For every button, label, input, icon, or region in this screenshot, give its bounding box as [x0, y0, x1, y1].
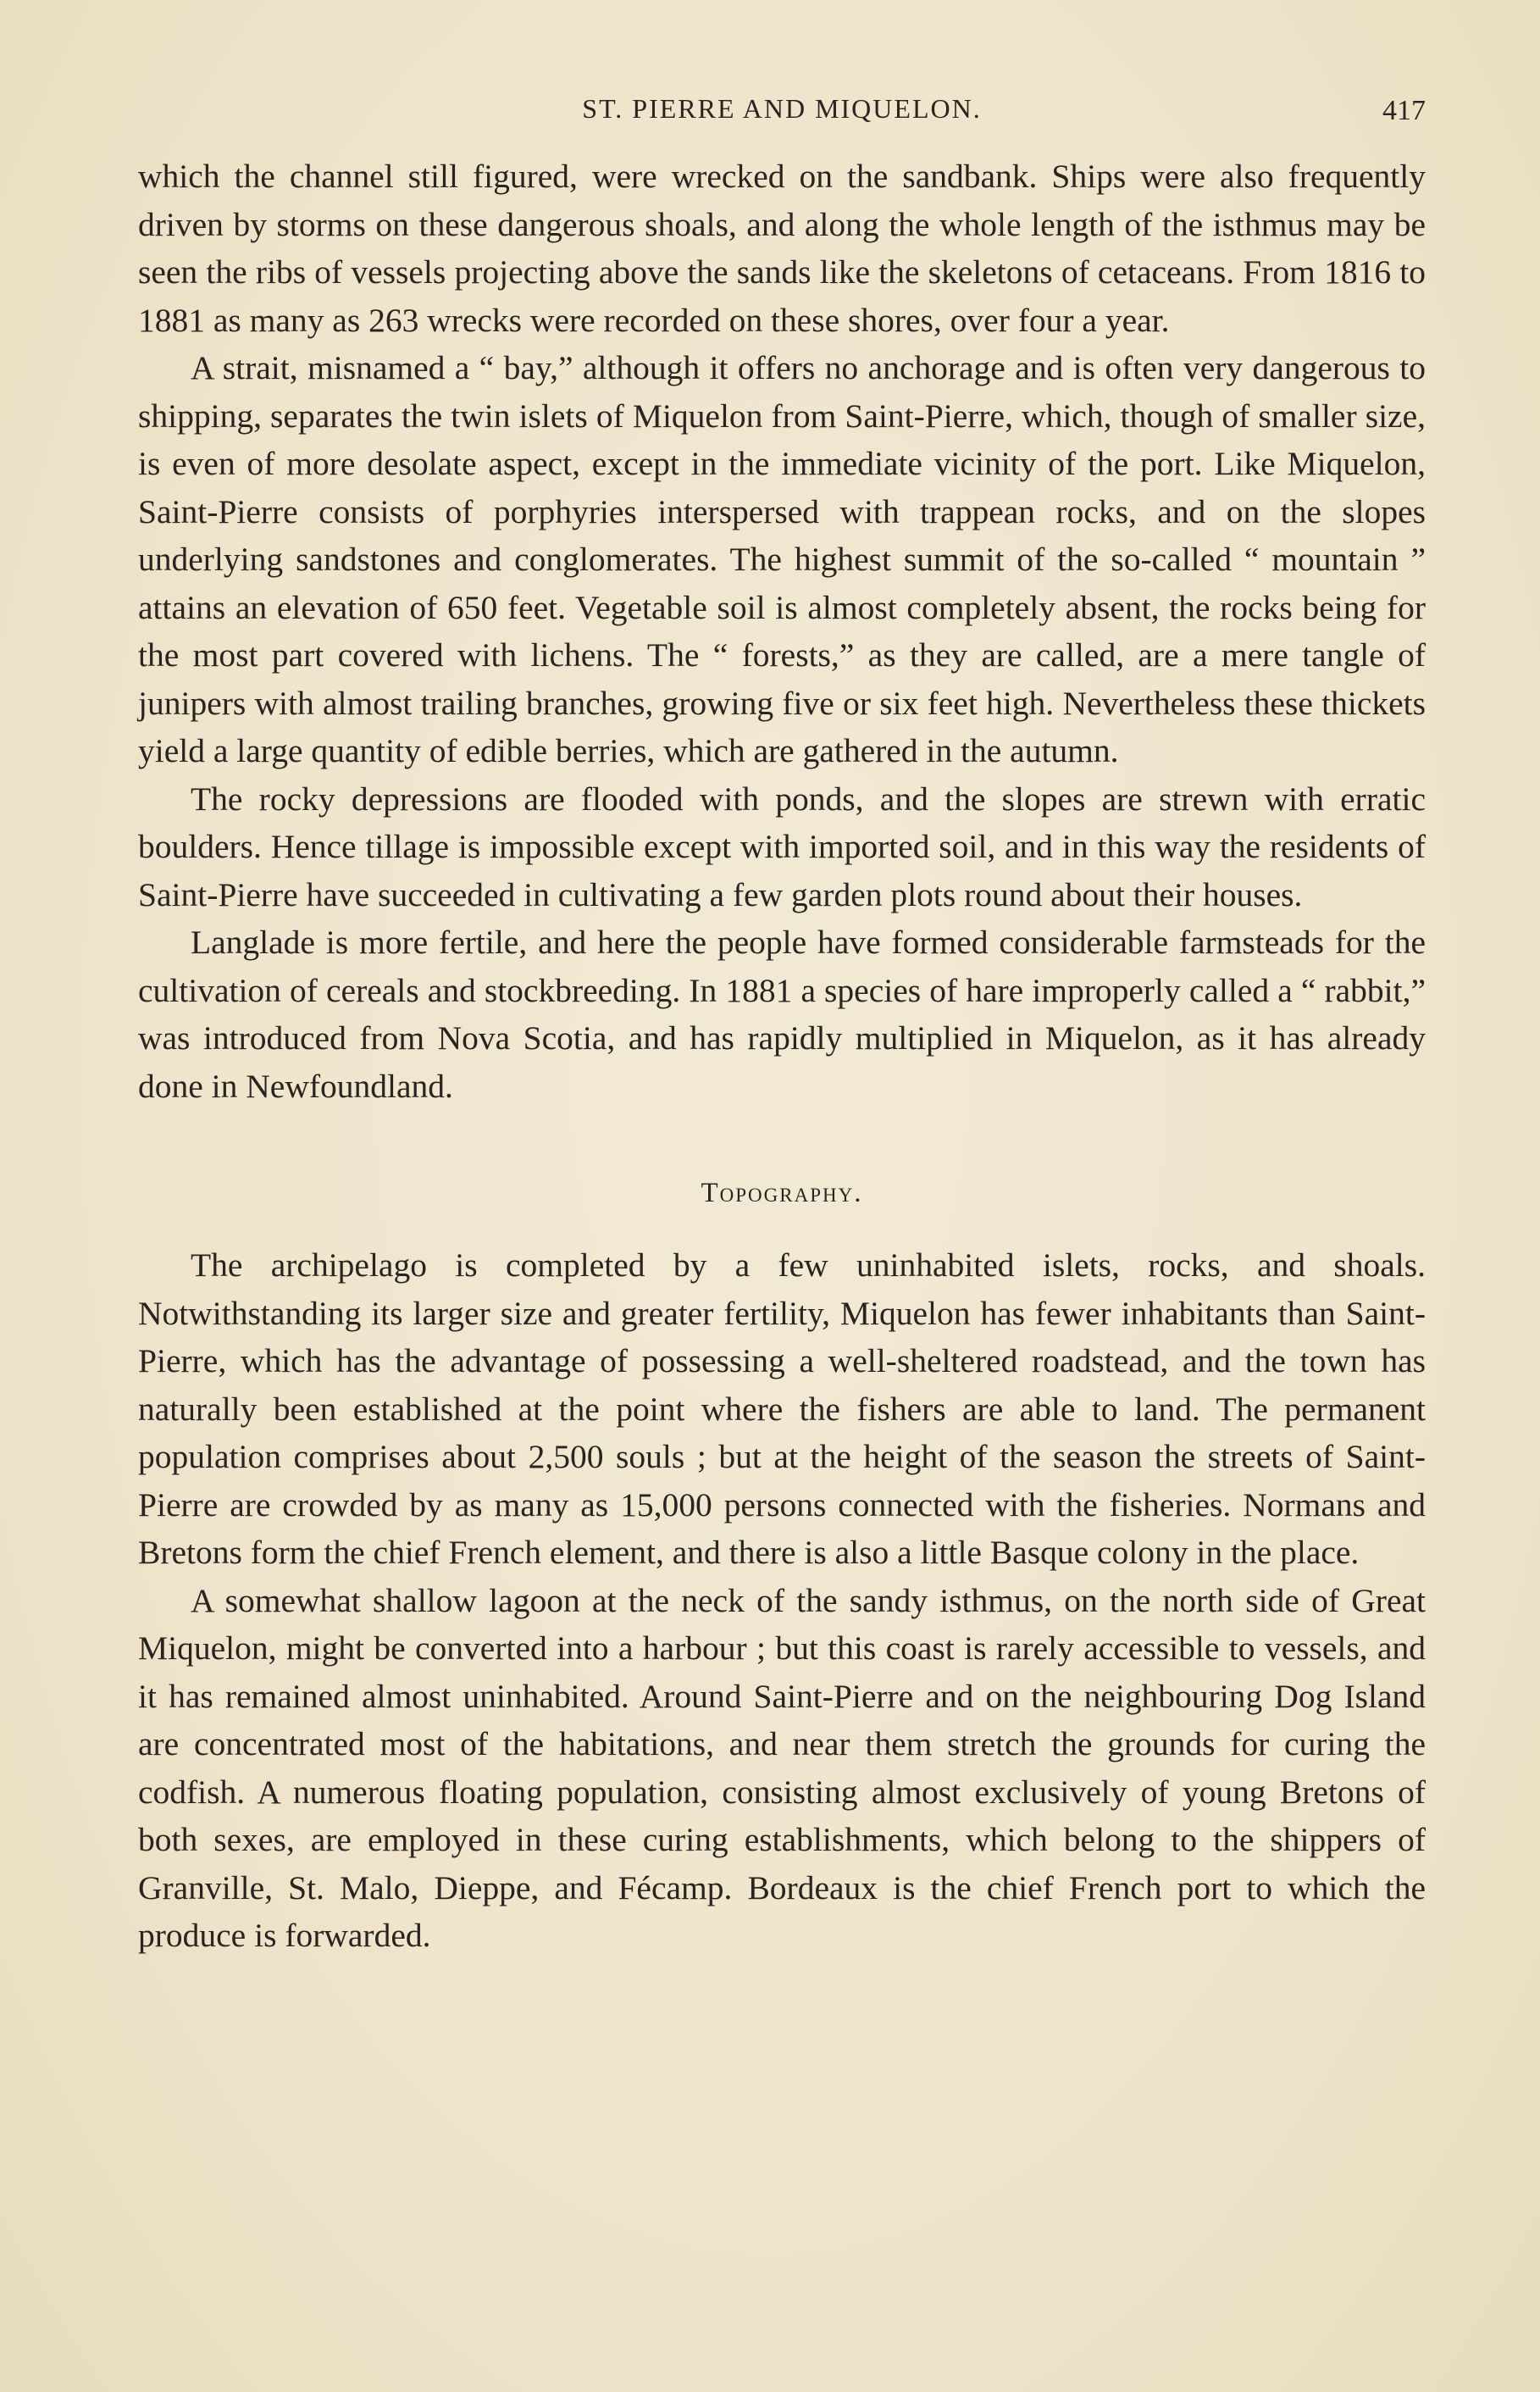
page-number: 417 [1382, 95, 1426, 126]
paragraph: A strait, misnamed a “ bay,” although it offers no anchorage and is often very dangerous to shipping, separates the twin islets of Miquelon from Saint-Pierre, which, though of smaller size, is even of more desolate aspect, except in the immediate vicinity of the port. Like Miquelon, Saint-Pierre consists of porphyries interspersed with trappean rocks, and on the slopes underlying sandstones and conglomerates. The highest summit of the so-called “ mountain ” attains an elevation of 650 feet. Vegetable soil is almost completely absent, the rocks being for the most part covered with lichens. The “ forests,” as they are called, are a mere tangle of junipers with almost trailing branches, growing five or six feet high. Nevertheless these thickets yield a large quantity of edible berries, which are gathered in the autumn. [138, 349, 1426, 769]
paragraph: The archipelago is completed by a few uninhabited islets, rocks, and shoals. Notwithstanding its larger size and greater fertility, Miquelon has fewer inhabitants than Saint-Pierre, which has the advantage of possessing a well-sheltered roadstead, and the town has naturally been established at the point where the fishers are able to land. The permanent population comprises about 2,500 souls ; but at the height of the season the streets of Saint-Pierre are crowded by as many as 15,000 persons connected with the fisheries. Normans and Bretons form the chief French element, and there is also a little Basque colony in the place. [138, 1246, 1426, 1571]
running-header [138, 93, 1426, 136]
paragraph: The rocky depressions are flooded with ponds, and the slopes are strewn with erratic boulders. Hence tillage is impossible except with imported soil, and in this way the residents of Saint-Pierre have succeeded in cultivating a few garden plots round about their houses. [138, 780, 1426, 913]
paragraph: Langlade is more fertile, and here the people have formed considerable farmsteads for the cultivation of cereals and stockbreeding. In 1881 a species of hare improperly called a “ rabbit,” was introduced from Nova Scotia, and has rapidly multiplied in Miquelon, as it has already done in Newfoundland. [138, 924, 1426, 1105]
paragraph: which the channel still figured, were wrecked on the sandbank. Ships were also frequently driven by storms on these dangerous shoals, and along the whole length of the isthmus may be seen the ribs of vessels projecting above the sands like the skeletons of cetaceans. From 1816 to 1881 as many as 263 wrecks were recorded on these shores, over four a year. [138, 158, 1426, 339]
running-title: ST. PIERRE AND MIQUELON. [582, 93, 982, 124]
paragraph: A somewhat shallow lagoon at the neck of the sandy isthmus, on the north side of Great Miquelon, might be converted into a harbour ; but this coast is rarely accessible to vessels, and it has remained almost uninhabited. Around Saint-Pierre and on the neighbouring Dog Island are concentrated most of the habitations, and near them stretch the grounds for curing the codfish. A numerous floating population, consisting almost exclusively of young Bretons of both sexes, are employed in these curing establishments, which belong to the shippers of Granville, St. Malo, Dieppe, and Fécamp. Bordeaux is the chief French port to which the produce is forwarded. [138, 1581, 1426, 1954]
section-heading: Topography. [701, 1178, 863, 1208]
body-text [138, 153, 1426, 1960]
